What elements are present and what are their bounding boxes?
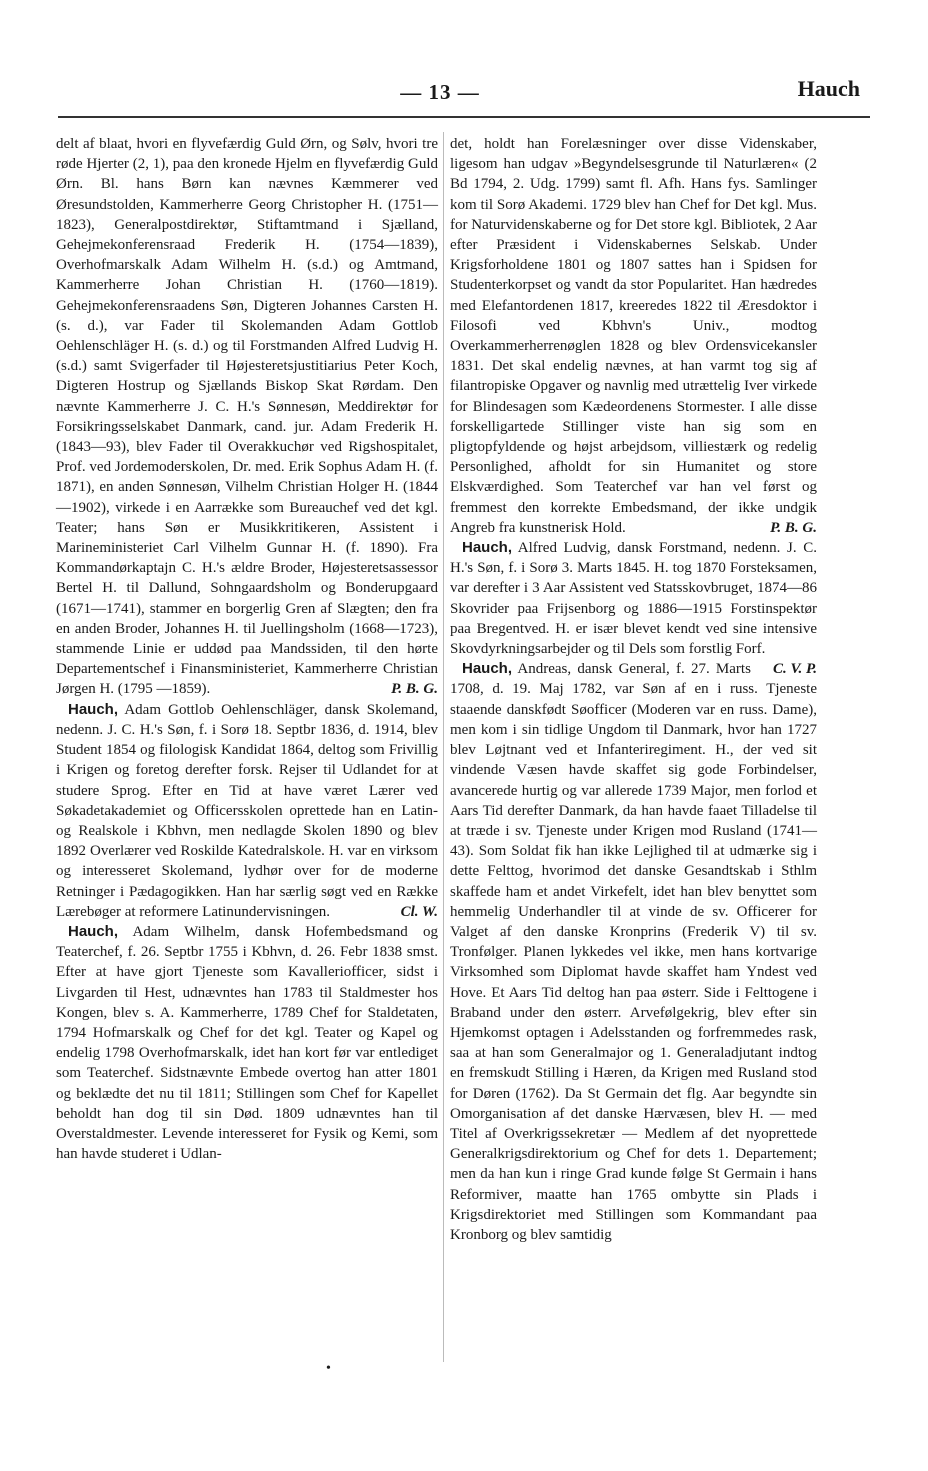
entry-text: Adam Gottlob Oehlenschläger, dansk Skolemand, nedenn. J. C. H.'s Søn, f. i Sorø 18. Septbr 1836, d. 1914, blev Student 1854 og filologisk Kandidat 1864, deltog som Frivillig i Krigen og foretog derefter forsk. Rejser til Udlandet for at studere Sprog. Efter en Tid at have været Lærer ved Søkadetakademiet og Officersskolen oprettede han en Latin- og Realskole i Kbhvn, men nedlagde Skolen 1890 og blev 1892 Overlærer ved Roskilde Katedralskole. H. var en virksom og interesseret Skolemand, lydhør over for de moderne Retninger i Pædagogikken. Han har særlig søgt ved en Række Lærebøger at reformere Latinundervisningen.	[56, 701, 438, 920]
entry-text: Alfred Ludvig, dansk Forstmand, nedenn. J. C. H.'s Søn, f. i Sorø 3. Marts 1845. H. tog 1870 Forsteksamen, var derefter i 3 Aar Assistent ved Statsskovbruget, 1874—86 Skovrider paa Frijsenborg og 1886—1915 Forstinspektør paa Bregentved. H. er især blevet kendt ved sine intensive Skovdyrkningsarbejder og til Dels som forstlig Forf.	[450, 540, 817, 658]
author-signature: Cl. W.	[400, 903, 438, 920]
paragraph	[56, 134, 438, 700]
running-head: Hauch	[797, 76, 860, 101]
author-signature: P. B. G.	[770, 519, 817, 536]
right-column	[450, 134, 817, 1245]
entry	[56, 922, 438, 1164]
paragraph	[450, 134, 817, 538]
page-header	[0, 72, 928, 112]
entry-text: Andreas, dansk General, f. 27. Marts 1708, d. 19. Maj 1782, var Søn af en i russ. Tjeneste staaende danskfødt Søofficer (Moderen var en russ. Dame), men kom i sin tidlige Ungdom til Danmark, hvor han 1727 blev Løjtnant ved et Infanteriregiment. H., der ved sit vindende Væsen havde skaffet sig gode Forbindelser, avancerede hurtig og var allerede 1739 Major, men forlod et Aars Tid derefter Danmark, da han havde faaet Tilladelse til at træde i sv. Tjeneste under Krigen mod Rusland (1741—43). Som Soldat fik han ikke Lejlighed til at udmærke sig i dette Felttog, hvorimod det danske Gesandtskab i Sthlm skaffede ham et andet Virkefelt, idet han blev benyttet som hemmelig Underhandler til at vinde de sv. Officerer for Valget af den danske Kronprins (Frederik V) til sv. Tronfølger. Planen lykkedes vel ikke, men hans kortvarige Virksomhed som Diplomat havde skaffet ham Yndest ved Hove. Et Aars Tid deltog han paa østerr. Side i Felttogene i Braband under den østerr. Arvefølgekrig, blev efter sin Hjemkomst optagen i Adelsstanden og forfremmedes rask, saa at han som Generalmajor og 1. Generaladjutant indtog en fremskudt Stilling i Hæren, da Krigen med Rusland stod for Døren (1762). Da St Germain det flg. Aar begyndte sin Omorganisation af det danske Hærvæsen, blev H. — med Titel af Overkrigssekretær — Medlem af det nyoprettede Generalkrigsdirektorium og Chef for dets 1. Departement; men da han kun i ringe Grad kunde følge St Germain i hans Reformiver, maatte han 1765 ombytte sin Plads i Krigsdirektoriet med Stillingen som Kommandant paa Kronborg og blev samtidig	[450, 661, 817, 1243]
author-signature: P. B. G.	[391, 681, 438, 698]
header-rule	[58, 116, 870, 118]
paragraph-text: det, holdt han Forelæsninger over disse Videnskaber, ligesom han udgav »Begyndelsesgrunde til Naturlæren« (2 Bd 1794, 2. Udg. 1799) samt fl. Afh. Hans fys. Samlinger kom til Sorø Akademi. 1729 blev han Chef for Det kgl. Mus. for Naturvidenskaberne og for Det store kgl. Bibliotek, 2 Aar efter Præsident i Videnskabernes Selskab. Under Krigsforholdene 1801 og 1807 sattes han i Spidsen for Studenterkorpset og vandt da stor Popularitet. Han hædredes med Elefantordenen 1817, kreeredes 1822 til Æresdoktor i Filosofi ved Kbhvn's Univ., modtog Overkammerherrenøglen 1828 og blev Ordensvicekansler 1831. Det skal endelig nævnes, at han varmt tog sig af filantropiske Opgaver og navnlig med utrættelig Iver virkede for Blindesagen som Kædeordenens Stormester. I alle disse forskelligartede Stillinger viste han sig som en pligtopfyldende og højst arbejdsom, villiestærk og redelig Personlighed, afholdt for sin Humanitet og store Elskværdighed. Som Teaterchef var han vel først og fremmest den korrekte Embedsmand, der ikke undgik Angreb fra kunstnerisk Hold.	[450, 136, 817, 536]
page-number: — 13 —	[400, 80, 480, 104]
print-mark: •	[326, 1361, 331, 1376]
entry	[450, 659, 817, 1245]
author-signature: C. V. P.	[772, 661, 817, 678]
left-column	[56, 134, 438, 1164]
entry	[450, 538, 817, 678]
entry-headword: Hauch,	[462, 660, 513, 678]
entry-text: Adam Wilhelm, dansk Hofembedsmand og Teaterchef, f. 26. Septbr 1755 i Kbhvn, d. 26. Febr 1838 smst. Efter at have gjort Tjeneste som Kavalleriofficer, sidst i Livgarden til Hest, udnævntes han 1783 til Staldmester hos Kongen, blev s. A. Kammerherre, 1789 Chef for Staldetaten, 1794 Hofmarskalk og Chef for det kgl. Teater og Kapel og endelig 1798 Overhofmarskalk, idet han kort før var entlediget som Teaterchef. Sidstnævnte Embede overtog han atter 1801 og beklædte det nu til 1811; Stillingen som Chef for Kapellet beholdt han dog til sin Død. 1809 udnævntes han til Overstaldmester. Levende interesseret for Fysik og Kemi, som han havde studeret i Udlan-	[56, 923, 438, 1163]
paragraph-text: delt af blaat, hvori en flyvefærdig Guld Ørn, og Sølv, hvori tre røde Hjerter (2, 1), paa den kronede Hjelm en flyvefærdig Guld Ørn. Bl. hans Børn kan nævnes Kæmmerer ved Øresundstolden, Kammerherre Georg Christopher H. (1751—1823), Generalpostdirektør, Stiftamtmand i Sjælland, Gehejmekonferensraad Frederik H. (1754—1839), Overhofmarskalk Adam Wilhelm H. (s.d.) og Amtmand, Kammerherre Johan Christian H. (1760—1819). Gehejmekonferensraadens Søn, Digteren Johannes Carsten H. (s. d.), var Fader til Skolemanden Adam Gottlob Oehlenschläger H. (s. d.) og til Forstmanden Alfred Ludvig H. (s.d.) samt Svigerfader til Højesteretsjustitiarius Peter Koch, Digteren Hostrup og Sjællands Biskop Skat Rørdam. Den nævnte Kammerherre J. C. H.'s Sønnesøn, Meddirektør for Forsikringsselskabet Danmark, cand. jur. Adam Frederik H. (1843—93), blev Fader til Overakkuchør ved Rigshospitalet, Prof. ved Jordemoderskolen, Dr. med. Erik Sophus Adam H. (f. 1871), en anden Sønnesøn, Vilhelm Christian Holger H. (1844—1902), virkede i en Aarrække som Bureauchef ved det kgl. Teater; hans Søn er Musikkritikeren, Assistent i Marineministeriet Carl Vilhelm Gunnar H. (f. 1890). Fra Kommandørkaptajn C. H.'s ældre Broder, Højesteretsassessor Bertel H. til Dallund, Sohngaardsholm og Bonderupgaard (1671—1741), stammer en borgerlig Gren af Slægten; den fra en anden Broder, Johannes H. til Juellingsholm (1668—1723), stammende Linie er uddød paa Mandssiden, til den hørte Departementschef i Finansministeriet, Kammerherre Christian Jørgen H. (1795 —1859).	[56, 136, 438, 698]
entry-headword: Hauch,	[68, 922, 119, 940]
entry	[56, 700, 438, 922]
entry-headword: Hauch,	[68, 700, 119, 718]
column-divider	[443, 132, 444, 1362]
entry-headword: Hauch,	[462, 539, 513, 557]
